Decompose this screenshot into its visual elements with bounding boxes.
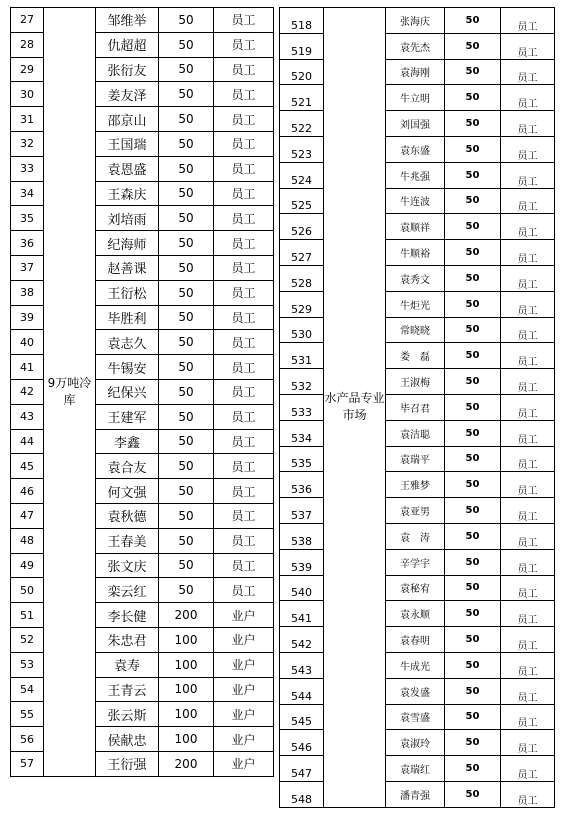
person-name: 王雅梦 <box>386 472 445 498</box>
row-number: 50 <box>11 578 44 603</box>
person-role: 业户 <box>214 751 274 776</box>
table-row <box>280 33 555 59</box>
person-name: 刘国强 <box>386 111 445 137</box>
person-name: 袁瑞平 <box>386 446 445 472</box>
donation-amount: 50 <box>159 330 214 355</box>
person-role: 员工 <box>214 479 274 504</box>
row-number: 537 <box>280 498 324 524</box>
row-number: 547 <box>280 756 324 782</box>
donation-amount: 50 <box>445 498 501 524</box>
person-name: 李长健 <box>96 603 159 628</box>
person-role: 员工 <box>501 549 555 575</box>
person-role: 员工 <box>501 472 555 498</box>
row-number: 36 <box>11 231 44 256</box>
person-role: 员工 <box>214 355 274 380</box>
donation-amount: 50 <box>445 8 501 34</box>
person-name: 纪海师 <box>96 231 159 256</box>
table-row <box>280 420 555 446</box>
table-row <box>280 704 555 730</box>
person-name: 邹维举 <box>96 8 159 33</box>
person-name: 王国瑞 <box>96 131 159 156</box>
donation-amount: 200 <box>159 603 214 628</box>
person-name: 袁发盛 <box>386 678 445 704</box>
person-name: 袁秀文 <box>386 265 445 291</box>
person-role: 员工 <box>214 528 274 553</box>
person-name: 牛成光 <box>386 652 445 678</box>
donation-amount: 50 <box>159 181 214 206</box>
donation-amount: 50 <box>159 404 214 429</box>
row-number: 31 <box>11 107 44 132</box>
donation-amount: 50 <box>159 528 214 553</box>
row-number: 52 <box>11 627 44 652</box>
person-name: 邵京山 <box>96 107 159 132</box>
row-number: 39 <box>11 305 44 330</box>
person-role: 员工 <box>501 446 555 472</box>
person-role: 员工 <box>214 305 274 330</box>
donation-amount: 100 <box>159 727 214 752</box>
person-name: 王建军 <box>96 404 159 429</box>
row-number: 56 <box>11 727 44 752</box>
donation-amount: 50 <box>159 131 214 156</box>
row-number: 546 <box>280 730 324 756</box>
person-role: 员工 <box>501 498 555 524</box>
person-name: 袁洁聪 <box>386 420 445 446</box>
person-name: 牛兆强 <box>386 162 445 188</box>
person-role: 员工 <box>501 756 555 782</box>
row-number: 33 <box>11 156 44 181</box>
donation-amount: 50 <box>159 379 214 404</box>
person-name: 袁合友 <box>96 454 159 479</box>
donation-amount: 50 <box>445 85 501 111</box>
person-role: 员工 <box>501 240 555 266</box>
person-name: 牛立明 <box>386 85 445 111</box>
donation-amount: 50 <box>445 111 501 137</box>
donation-amount: 50 <box>445 627 501 653</box>
table-row <box>280 498 555 524</box>
row-number: 528 <box>280 265 324 291</box>
person-role: 员工 <box>214 553 274 578</box>
table-row <box>280 369 555 395</box>
person-role: 员工 <box>501 601 555 627</box>
person-role: 员工 <box>501 781 555 807</box>
donation-amount: 100 <box>159 627 214 652</box>
person-name: 袁瑞红 <box>386 756 445 782</box>
person-role: 员工 <box>214 280 274 305</box>
donation-amount: 100 <box>159 677 214 702</box>
row-number: 48 <box>11 528 44 553</box>
person-role: 员工 <box>214 231 274 256</box>
person-role: 员工 <box>501 317 555 343</box>
person-role: 员工 <box>214 82 274 107</box>
row-number: 57 <box>11 751 44 776</box>
person-role: 员工 <box>501 291 555 317</box>
donation-amount: 50 <box>159 32 214 57</box>
table-row <box>280 317 555 343</box>
person-role: 员工 <box>214 32 274 57</box>
row-number: 46 <box>11 479 44 504</box>
row-number: 51 <box>11 603 44 628</box>
person-role: 员工 <box>501 59 555 85</box>
table-row <box>11 8 274 33</box>
unit-name: 水产品专业市场 <box>324 8 386 808</box>
person-role: 员工 <box>214 8 274 33</box>
row-number: 531 <box>280 343 324 369</box>
person-name: 王春美 <box>96 528 159 553</box>
table-row <box>280 85 555 111</box>
donation-amount: 50 <box>445 394 501 420</box>
table-row <box>280 240 555 266</box>
row-number: 533 <box>280 394 324 420</box>
person-role: 员工 <box>501 627 555 653</box>
left-donation-table <box>10 7 274 777</box>
person-name: 李鑫 <box>96 429 159 454</box>
person-name: 袁淑玲 <box>386 730 445 756</box>
person-name: 张衍友 <box>96 57 159 82</box>
person-name: 仇超超 <box>96 32 159 57</box>
person-role: 员工 <box>214 156 274 181</box>
row-number: 37 <box>11 255 44 280</box>
person-name: 王淑梅 <box>386 369 445 395</box>
table-row <box>280 652 555 678</box>
row-number: 545 <box>280 704 324 730</box>
donation-amount: 50 <box>445 446 501 472</box>
donation-amount: 50 <box>445 33 501 59</box>
person-role: 员工 <box>214 330 274 355</box>
row-number: 45 <box>11 454 44 479</box>
row-number: 28 <box>11 32 44 57</box>
row-number: 34 <box>11 181 44 206</box>
person-name: 袁海刚 <box>386 59 445 85</box>
donation-amount: 50 <box>445 136 501 162</box>
donation-amount: 50 <box>445 575 501 601</box>
person-role: 员工 <box>501 420 555 446</box>
row-number: 40 <box>11 330 44 355</box>
person-role: 员工 <box>501 214 555 240</box>
donation-amount: 50 <box>159 503 214 528</box>
row-number: 30 <box>11 82 44 107</box>
donation-amount: 50 <box>445 240 501 266</box>
person-role: 员工 <box>214 57 274 82</box>
person-name: 袁恩盛 <box>96 156 159 181</box>
person-name: 王森庆 <box>96 181 159 206</box>
person-name: 栾云红 <box>96 578 159 603</box>
person-role: 业户 <box>214 627 274 652</box>
table-row <box>280 291 555 317</box>
donation-amount: 50 <box>159 553 214 578</box>
person-name: 赵善课 <box>96 255 159 280</box>
person-name: 牛顺裕 <box>386 240 445 266</box>
row-number: 534 <box>280 420 324 446</box>
person-role: 员工 <box>501 111 555 137</box>
person-role: 员工 <box>501 704 555 730</box>
donation-amount: 50 <box>159 305 214 330</box>
table-row <box>280 188 555 214</box>
person-name: 姜友泽 <box>96 82 159 107</box>
donation-amount: 50 <box>159 355 214 380</box>
person-role: 员工 <box>501 394 555 420</box>
person-role: 员工 <box>214 454 274 479</box>
row-number: 29 <box>11 57 44 82</box>
donation-amount: 50 <box>445 265 501 291</box>
row-number: 55 <box>11 702 44 727</box>
person-name: 袁秋德 <box>96 503 159 528</box>
donation-amount: 100 <box>159 652 214 677</box>
row-number: 47 <box>11 503 44 528</box>
person-name: 袁 涛 <box>386 523 445 549</box>
person-role: 员工 <box>214 131 274 156</box>
row-number: 540 <box>280 575 324 601</box>
row-number: 544 <box>280 678 324 704</box>
donation-amount: 200 <box>159 751 214 776</box>
person-role: 员工 <box>501 730 555 756</box>
table-row <box>280 111 555 137</box>
person-name: 朱忠君 <box>96 627 159 652</box>
donation-amount: 50 <box>445 601 501 627</box>
table-row <box>280 627 555 653</box>
row-number: 542 <box>280 627 324 653</box>
person-role: 员工 <box>214 107 274 132</box>
table-row <box>280 343 555 369</box>
row-number: 54 <box>11 677 44 702</box>
person-name: 王青云 <box>96 677 159 702</box>
donation-amount: 50 <box>159 156 214 181</box>
person-role: 员工 <box>214 429 274 454</box>
donation-amount: 50 <box>445 162 501 188</box>
donation-amount: 50 <box>159 479 214 504</box>
donation-amount: 50 <box>445 652 501 678</box>
person-name: 袁秘宥 <box>386 575 445 601</box>
table-row <box>280 575 555 601</box>
person-name: 牛锡安 <box>96 355 159 380</box>
row-number: 53 <box>11 652 44 677</box>
donation-amount: 50 <box>159 280 214 305</box>
person-name: 毕召君 <box>386 394 445 420</box>
table-row <box>280 472 555 498</box>
table-row <box>280 446 555 472</box>
donation-amount: 50 <box>445 188 501 214</box>
person-name: 袁永顺 <box>386 601 445 627</box>
table-row <box>280 678 555 704</box>
row-number: 522 <box>280 111 324 137</box>
person-name: 袁雪盛 <box>386 704 445 730</box>
person-name: 刘培雨 <box>96 206 159 231</box>
person-name: 辛学宇 <box>386 549 445 575</box>
row-number: 521 <box>280 85 324 111</box>
row-number: 35 <box>11 206 44 231</box>
person-name: 侯献忠 <box>96 727 159 752</box>
person-role: 业户 <box>214 652 274 677</box>
person-name: 常晓晓 <box>386 317 445 343</box>
row-number: 41 <box>11 355 44 380</box>
row-number: 32 <box>11 131 44 156</box>
person-role: 员工 <box>214 578 274 603</box>
donation-amount: 50 <box>445 549 501 575</box>
row-number: 543 <box>280 652 324 678</box>
person-name: 张云斯 <box>96 702 159 727</box>
row-number: 525 <box>280 188 324 214</box>
person-role: 员工 <box>214 255 274 280</box>
row-number: 43 <box>11 404 44 429</box>
donation-amount: 50 <box>445 214 501 240</box>
donation-amount: 50 <box>159 57 214 82</box>
row-number: 532 <box>280 369 324 395</box>
donation-amount: 50 <box>159 8 214 33</box>
row-number: 526 <box>280 214 324 240</box>
person-name: 袁春明 <box>386 627 445 653</box>
person-role: 员工 <box>501 265 555 291</box>
table-row <box>280 265 555 291</box>
donation-amount: 50 <box>445 781 501 807</box>
table-row <box>280 601 555 627</box>
row-number: 49 <box>11 553 44 578</box>
person-role: 业户 <box>214 603 274 628</box>
table-row <box>280 59 555 85</box>
person-name: 何文强 <box>96 479 159 504</box>
person-role: 员工 <box>214 503 274 528</box>
person-role: 业户 <box>214 702 274 727</box>
person-role: 员工 <box>501 136 555 162</box>
row-number: 518 <box>280 8 324 34</box>
row-number: 44 <box>11 429 44 454</box>
donation-amount: 50 <box>445 756 501 782</box>
person-name: 袁东盛 <box>386 136 445 162</box>
person-role: 员工 <box>214 379 274 404</box>
donation-amount: 50 <box>445 291 501 317</box>
donation-amount: 50 <box>445 420 501 446</box>
person-name: 张文庆 <box>96 553 159 578</box>
row-number: 27 <box>11 8 44 33</box>
person-name: 袁寿 <box>96 652 159 677</box>
row-number: 519 <box>280 33 324 59</box>
donation-amount: 50 <box>445 343 501 369</box>
person-role: 业户 <box>214 727 274 752</box>
person-name: 纪保兴 <box>96 379 159 404</box>
person-name: 袁先杰 <box>386 33 445 59</box>
right-table-body <box>280 8 555 808</box>
unit-name: 9万吨冷库 <box>44 8 96 777</box>
donation-amount: 100 <box>159 702 214 727</box>
person-name: 王衍强 <box>96 751 159 776</box>
row-number: 548 <box>280 781 324 807</box>
row-number: 527 <box>280 240 324 266</box>
right-donation-table <box>279 7 555 808</box>
person-name: 袁顺祥 <box>386 214 445 240</box>
table-row <box>280 730 555 756</box>
donation-amount: 50 <box>159 82 214 107</box>
person-role: 员工 <box>501 652 555 678</box>
row-number: 42 <box>11 379 44 404</box>
table-row <box>280 162 555 188</box>
table-row <box>280 136 555 162</box>
person-name: 牛炬光 <box>386 291 445 317</box>
person-role: 员工 <box>214 181 274 206</box>
person-name: 潘青强 <box>386 781 445 807</box>
table-row <box>280 8 555 34</box>
donation-amount: 50 <box>445 369 501 395</box>
donation-amount: 50 <box>445 317 501 343</box>
table-row <box>280 756 555 782</box>
table-row <box>280 214 555 240</box>
row-number: 536 <box>280 472 324 498</box>
row-number: 529 <box>280 291 324 317</box>
person-role: 业户 <box>214 677 274 702</box>
row-number: 520 <box>280 59 324 85</box>
row-number: 539 <box>280 549 324 575</box>
row-number: 541 <box>280 601 324 627</box>
donation-amount: 50 <box>445 472 501 498</box>
donation-amount: 50 <box>159 206 214 231</box>
person-role: 员工 <box>214 206 274 231</box>
person-role: 员工 <box>501 188 555 214</box>
row-number: 538 <box>280 523 324 549</box>
donation-amount: 50 <box>445 678 501 704</box>
person-role: 员工 <box>501 575 555 601</box>
person-name: 牛连波 <box>386 188 445 214</box>
person-role: 员工 <box>501 369 555 395</box>
person-role: 员工 <box>214 404 274 429</box>
person-name: 毕胜利 <box>96 305 159 330</box>
person-name: 张海庆 <box>386 8 445 34</box>
donation-amount: 50 <box>159 107 214 132</box>
person-role: 员工 <box>501 33 555 59</box>
donation-amount: 50 <box>159 454 214 479</box>
donation-amount: 50 <box>159 255 214 280</box>
person-name: 娄 磊 <box>386 343 445 369</box>
person-role: 员工 <box>501 678 555 704</box>
left-table-body <box>11 8 274 777</box>
donation-amount: 50 <box>159 231 214 256</box>
table-row <box>280 549 555 575</box>
table-row <box>280 523 555 549</box>
table-row <box>280 394 555 420</box>
donation-amount: 50 <box>445 59 501 85</box>
row-number: 38 <box>11 280 44 305</box>
row-number: 523 <box>280 136 324 162</box>
person-name: 王衍松 <box>96 280 159 305</box>
donation-amount: 50 <box>445 704 501 730</box>
donation-amount: 50 <box>445 730 501 756</box>
person-name: 袁亚男 <box>386 498 445 524</box>
row-number: 535 <box>280 446 324 472</box>
person-name: 袁志久 <box>96 330 159 355</box>
person-role: 员工 <box>501 162 555 188</box>
row-number: 524 <box>280 162 324 188</box>
donation-amount: 50 <box>159 429 214 454</box>
donation-amount: 50 <box>445 523 501 549</box>
person-role: 员工 <box>501 85 555 111</box>
row-number: 530 <box>280 317 324 343</box>
person-role: 员工 <box>501 523 555 549</box>
table-row <box>280 781 555 807</box>
person-role: 员工 <box>501 8 555 34</box>
donation-amount: 50 <box>159 578 214 603</box>
person-role: 员工 <box>501 343 555 369</box>
